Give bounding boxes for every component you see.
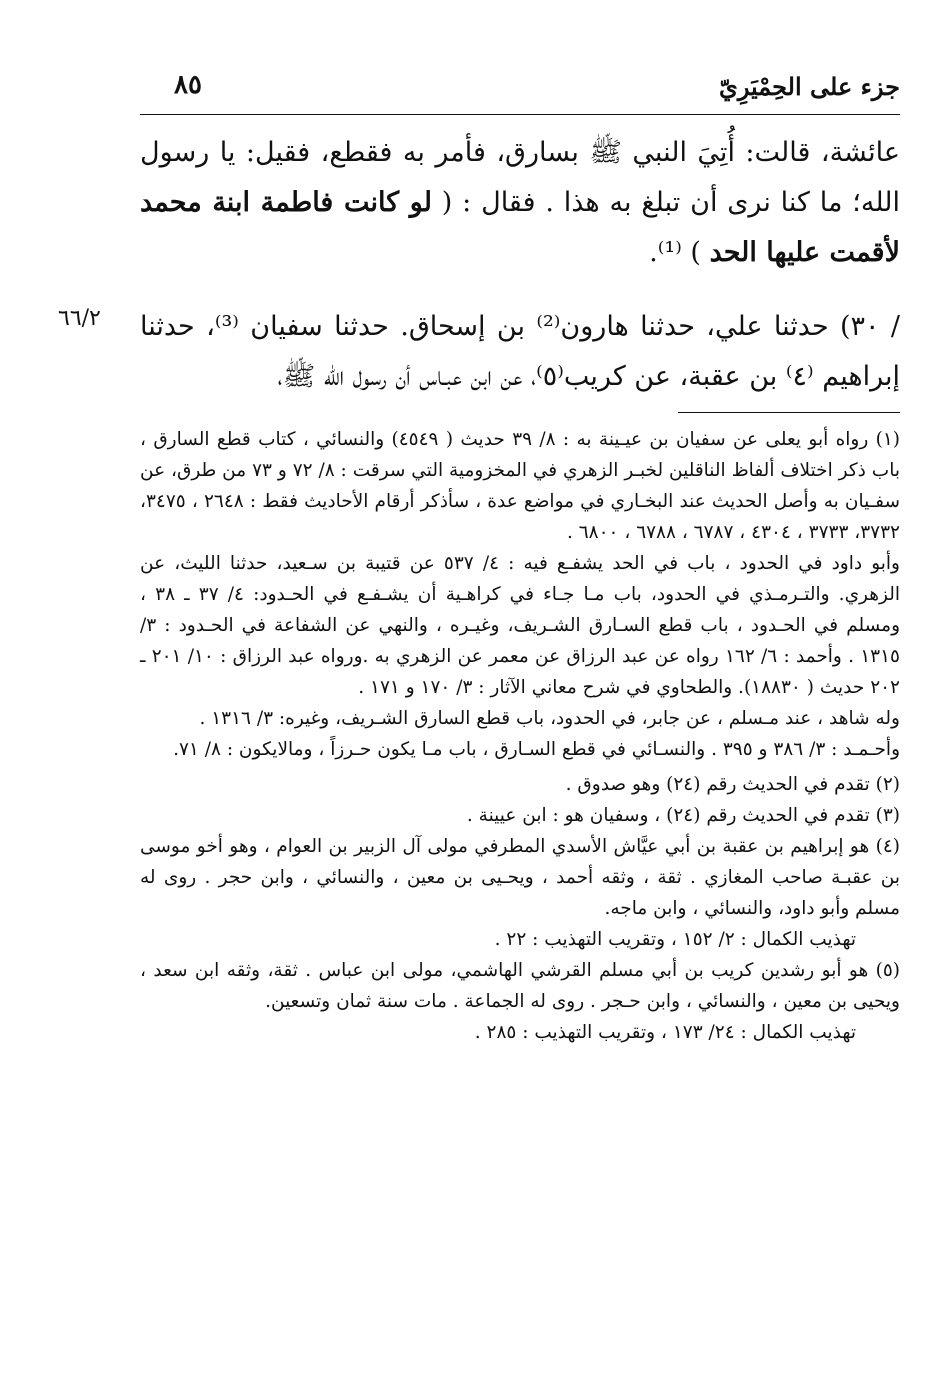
page-number: ٨٥ <box>174 70 202 100</box>
footnote-1-abu-dawud: وأبو داود في الحدود ، باب في الحد يشفـع فيه : ٤/ ٥٣٧ عن قتيبة بن سـعيد، حدثنا الليث، عن الزهري. والتـرمـذي في الحدود، باب مـا جـاء في كراهـية أن يشـفـع في الحـدود: ٤/ ٣٧ ـ ٣٨ ، ومسلم في الحـدود ، باب قطع السـارق الشـريف، وغيـره ، والنهي عن الشفاعة في الحـدود : ٣/ ١٣١٥ . وأحمد : ٦/ ١٦٢ رواه عن عبد الرزاق عن معمر عن الزهري به .ورواه عبد الرزاق : ١٠/ ٢٠١ ـ ٢٠٢ حديث ( ١٨٨٣٠). والطحاوي في شرح معاني الآثار : ٣/ ١٧٠ و ١٧١ . <box>140 553 900 698</box>
hadith-text-continued <box>140 128 900 278</box>
footnote-1-text: (١) رواه أبو يعلى عن سفيان بن عيـينة به : ٨/ ٣٩ حديث ( ٤٥٤٩) والنسائي ، كتاب قطع السارق ، باب ذكر اختلاف ألفاظ الناقلين لخبـر الزهري في المخزومية التي سرقت : ٨/ ٧٢ و ٧٣ من طرق، عن سفـيان به وأصل الحديث عند البخـاري في مواضع عدة ، سأذكر أرقام الأحاديث فقط : ٢٦٤٨ ، ٣٤٧٥، ٣٧٣٢، ٣٧٣٣ ، ٤٣٠٤ ، ٦٧٨٧ ، ٦٧٨٨ ، ٦٨٠٠ . <box>140 429 900 543</box>
margin-reference: ٦٦/٢ <box>58 306 101 331</box>
running-title: جزء على الحِمْيَرِيّ <box>719 72 900 101</box>
page-header <box>140 72 900 112</box>
footnote-3: (٣) تقدم في الحديث رقم (٢٤) ، وسفيان هو : ابن عيينة . <box>466 805 900 826</box>
footnote-rule <box>678 412 900 413</box>
main-text <box>140 128 900 402</box>
footnote-4-reference: تهذيب الكمال : ٢/ ١٥٢ ، وتقريب التهذيب : ٢٢ . <box>494 929 856 950</box>
header-rule <box>140 114 900 115</box>
hadith-quote: لو كانت فاطمة ابنة محمد لأقمت عليها الحد <box>140 187 900 268</box>
footnote-1-ahmad: وأحـمـد : ٣/ ٣٨٦ و ٣٩٥ . والنسـائي في قطع السـارق ، باب مـا يكون حـرزاً ، ومالايكون : ٨/ ٧١. <box>173 739 900 760</box>
footnotes <box>140 424 900 1048</box>
footnote-5: (٥) هو أبو رشدين كريب بن أبي مسلم القرشي الهاشمي، مولى ابن عباس . ثقة، وثقه ابن سعد ، ويحيى بن معين ، والنسائي ، وابن حـجر . روى له الجماعة . مات سنة ثمان وتسعين. <box>140 960 900 1012</box>
footnote-2: (٢) تقدم في الحديث رقم (٢٤) وهو صدوق . <box>565 774 900 795</box>
para1-start: عائشة، قالت: أُتِيَ النبي ﷺ بسارق، فأمر به فقطع، فقيل: يا رسول الله؛ ما كنا نرى أن تبلغ به هذا . فقال : ( <box>140 137 900 218</box>
para1-end: ) ⁽¹⁾. <box>649 237 701 268</box>
hadith-30: / ٣٠) حدثنا علي، حدثنا هارون⁽²⁾ بن إسحاق. حدثنا سفيان ⁽³⁾، حدثنا إبراهيم ⁽٤⁾ بن عقبة، عن كريب⁽٥⁾، عن ابن عبـاس أن رسول الله ﷺ، <box>140 311 901 392</box>
footnote-5-reference: تهذيب الكمال : ٢٤/ ١٧٣ ، وتقريب التهذيب : ٢٨٥ . <box>474 1022 856 1043</box>
footnote-1 <box>140 424 900 765</box>
footnote-1-shahid: وله شاهد ، عند مـسلم ، عن جابر، في الحدود، باب قطع السارق الشـريف، وغيره: ٣/ ١٣١٦ . <box>199 708 900 729</box>
footnote-4: (٤) هو إبراهيم بن عقبة بن أبي عيَّاش الأسدي المطرفي مولى آل الزبير بن العوام ، وهو أخو موسى بن عقبـة صاحب المغازي . ثقة ، وثقه أحمد ، ويحـيى بن معين ، والنسائي ، وابن حجر . روى له مسلم وأبو داود، والنسائي ، وابن ماجه. <box>140 836 900 919</box>
